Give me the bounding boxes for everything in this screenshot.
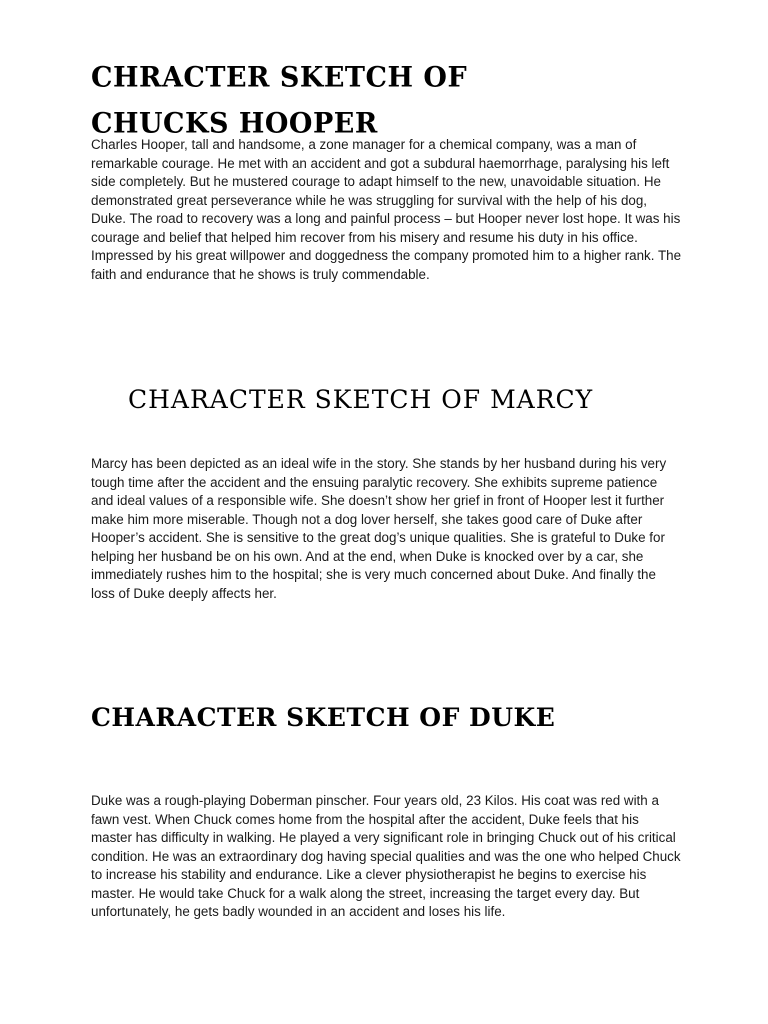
heading-marcy: CHARACTER SKETCH OF MARCY xyxy=(128,385,594,414)
heading-duke: CHARACTER SKETCH OF DUKE xyxy=(91,703,556,732)
paragraph-marcy: Marcy has been depicted as an ideal wife in the story. She stands by her husband during his very tough time after the accident and the ensuing paralytic recovery. She exhibits supreme patience and ideal values of a responsible wife. She doesn’t show her grief in front of Hooper lest it further make him more miserable. Though not a dog lover herself, she takes good care of Duke after Hooper’s accident. She is sensitive to the great dog’s unique qualities. She is grateful to Duke for helping her husband be on his own. And at the end, when Duke is knocked over by a car, she immediately rushes him to the hospital; she is very much concerned about Duke. And finally the loss of Duke deeply affects her. xyxy=(91,456,667,601)
paragraph-duke: Duke was a rough-playing Doberman pinscher. Four years old, 23 Kilos. His coat was red with a fawn vest. When Chuck comes home from the hospital after the accident, Duke feels that his master has difficulty in walking. He played a very significant role in bringing Chuck out of his critical condition. He was an extraordinary dog having special qualities and was the one who helped Chuck to increase his stability and endurance. Like a clever physiotherapist he begins to exercise his master. He would take Chuck for a walk along the street, increasing the target every day. But unfortunately, he gets badly wounded in an accident and loses his life. xyxy=(91,793,681,919)
heading-chuck-hooper: CHRACTER SKETCH OF CHUCKS HOOPER xyxy=(91,61,468,140)
paragraph-chuck-hooper: Charles Hooper, tall and handsome, a zone manager for a chemical company, was a man of remarkable courage. He met with an accident and got a subdural haemorrhage, paralysing his left side completely. But he mustered courage to adapt himself to the new, unavoidable situation. He demonstrated great perseverance while he was struggling for survival with the help of his dog, Duke. The road to recovery was a long and painful process – but Hooper never lost hope. It was his courage and belief that helped him recover from his misery and resume his duty in his office. Impressed by his great willpower and doggedness the company promoted him to a higher rank. The faith and endurance that he shows is truly commendable. xyxy=(91,137,682,282)
